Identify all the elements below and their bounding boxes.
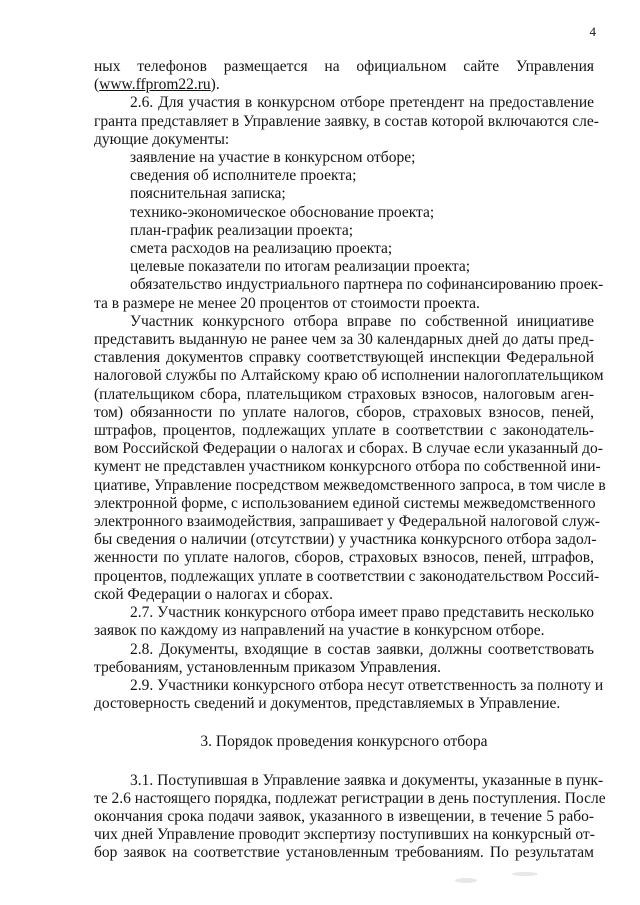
text-line: кумент не представлен участником конкурсного отбора по собственной ини- [94, 458, 601, 476]
text-line: ской Федерации о налогах и сборах. [94, 585, 334, 603]
text-line: том) обязанности по уплате налогов, сборов, страховых взносов, пеней, [94, 403, 594, 421]
paragraph-tax-certificate [94, 312, 606, 604]
paragraph-2-7 [94, 604, 594, 640]
paragraph-2-9 [94, 676, 604, 713]
text-line: 3.1. Поступившая в Управление заявка и документы, указанные в пунк- [130, 771, 604, 789]
paragraph-3-1 [94, 771, 606, 863]
scan-smudge [455, 878, 477, 883]
text-line [94, 76, 594, 94]
website-link[interactable]: www.ffprom22.ru [99, 76, 211, 94]
text-line: требованиям, установленным приказом Управления. [94, 658, 441, 676]
list-item: смета расходов на реализацию проекта; [130, 240, 393, 258]
text-line: 2.6. Для участия в конкурсном отборе претендент на предоставление [130, 94, 594, 112]
text-line: представить выданную не ранее чем за 30 календарных дней до даты пред- [94, 331, 594, 349]
text-line: Участник конкурсного отбора вправе по собственной инициативе [130, 312, 594, 330]
list-item: технико-экономическое обоснование проекта; [130, 203, 435, 221]
text-fragment: ). [210, 76, 220, 94]
section-heading: 3. Порядок проведения конкурсного отбора [200, 733, 488, 751]
text-line: бор заявок на соответствие установленным требованиям. По результатам [94, 844, 594, 862]
text-line: (плательщиком сбора, плательщиком страховых взносов, налоговым аген- [94, 385, 594, 403]
paragraph-2-8 [94, 641, 594, 677]
text-line: ных телефонов размещается на официальном сайте Управления [94, 58, 594, 75]
text-line: 2.9. Участники конкурсного отбора несут ответственность за полноту и [130, 676, 604, 694]
list-item: целевые показатели по итогам реализации проекта; [130, 258, 471, 276]
paragraph-2-6 [94, 94, 604, 312]
spacer [94, 713, 594, 733]
scan-smudge [512, 872, 538, 876]
paragraph-continuation [94, 58, 594, 94]
text-line: дующие документы: [94, 130, 230, 148]
text-line: вом Российской Федерации о налогах и сборах. В случае если указанный до- [94, 440, 603, 458]
list-item: план-график реализации проекта; [130, 221, 354, 239]
text-line: гранта представляет в Управление заявку, в состав которой включаются сле- [94, 112, 599, 130]
list-item: обязательство индустриального партнера по софинансированию проек- [130, 276, 604, 294]
text-line: та в размере не менее 20 процентов от стоимости проекта. [94, 294, 480, 312]
spacer [94, 752, 594, 772]
text-line: женности по уплате налогов, сборов, страховых взносов, пеней, штрафов, [94, 549, 594, 567]
text-line: циативе, Управление посредством межведомственного запроса, в том числе в [94, 476, 606, 494]
text-line: налоговой службы по Алтайскому краю об исполнении налогоплательщиком [94, 367, 604, 385]
text-line: электронной форме, с использованием единой системы межведомственного [94, 494, 596, 512]
list-item: сведения об исполнителе проекта; [130, 167, 357, 185]
text-line: чих дней Управление проводит экспертизу поступивших на конкурсный от- [94, 826, 595, 844]
text-line: те 2.6 настоящего порядка, подлежат регистрации в день поступления. После [94, 789, 606, 807]
text-line: заявок по каждому из направлений на участие в конкурсном отборе. [94, 622, 545, 640]
text-line: достоверность сведений и документов, представляемых в Управление. [94, 695, 561, 713]
text-fragment: ( [94, 76, 100, 94]
list-item: пояснительная записка; [130, 185, 286, 203]
text-line: бы сведения о наличии (отсутствии) у участника конкурсного отбора задол- [94, 531, 597, 549]
text-line: окончания срока подачи заявок, указанного в извещении, в течение 5 рабо- [94, 807, 594, 825]
page-number: 4 [589, 24, 596, 39]
document-body [94, 58, 606, 863]
text-line: 2.7. Участник конкурсного отбора имеет право представить несколько [130, 604, 594, 622]
text-line: электронного взаимодействия, запрашивает у Федеральной налоговой служ- [94, 513, 600, 531]
list-item: заявление на участие в конкурсном отборе; [130, 149, 416, 167]
text-line: штрафов, процентов, подлежащих уплате в соответствии с законодатель- [94, 422, 594, 440]
scan-smudge [345, 848, 359, 854]
text-line: 2.8. Документы, входящие в состав заявки, должны соответствовать [130, 640, 594, 658]
text-line: процентов, подлежащих уплате в соответствии с законодательством Россий- [94, 567, 600, 585]
text-line: ставления документов справку соответствующей инспекции Федеральной [94, 349, 594, 367]
